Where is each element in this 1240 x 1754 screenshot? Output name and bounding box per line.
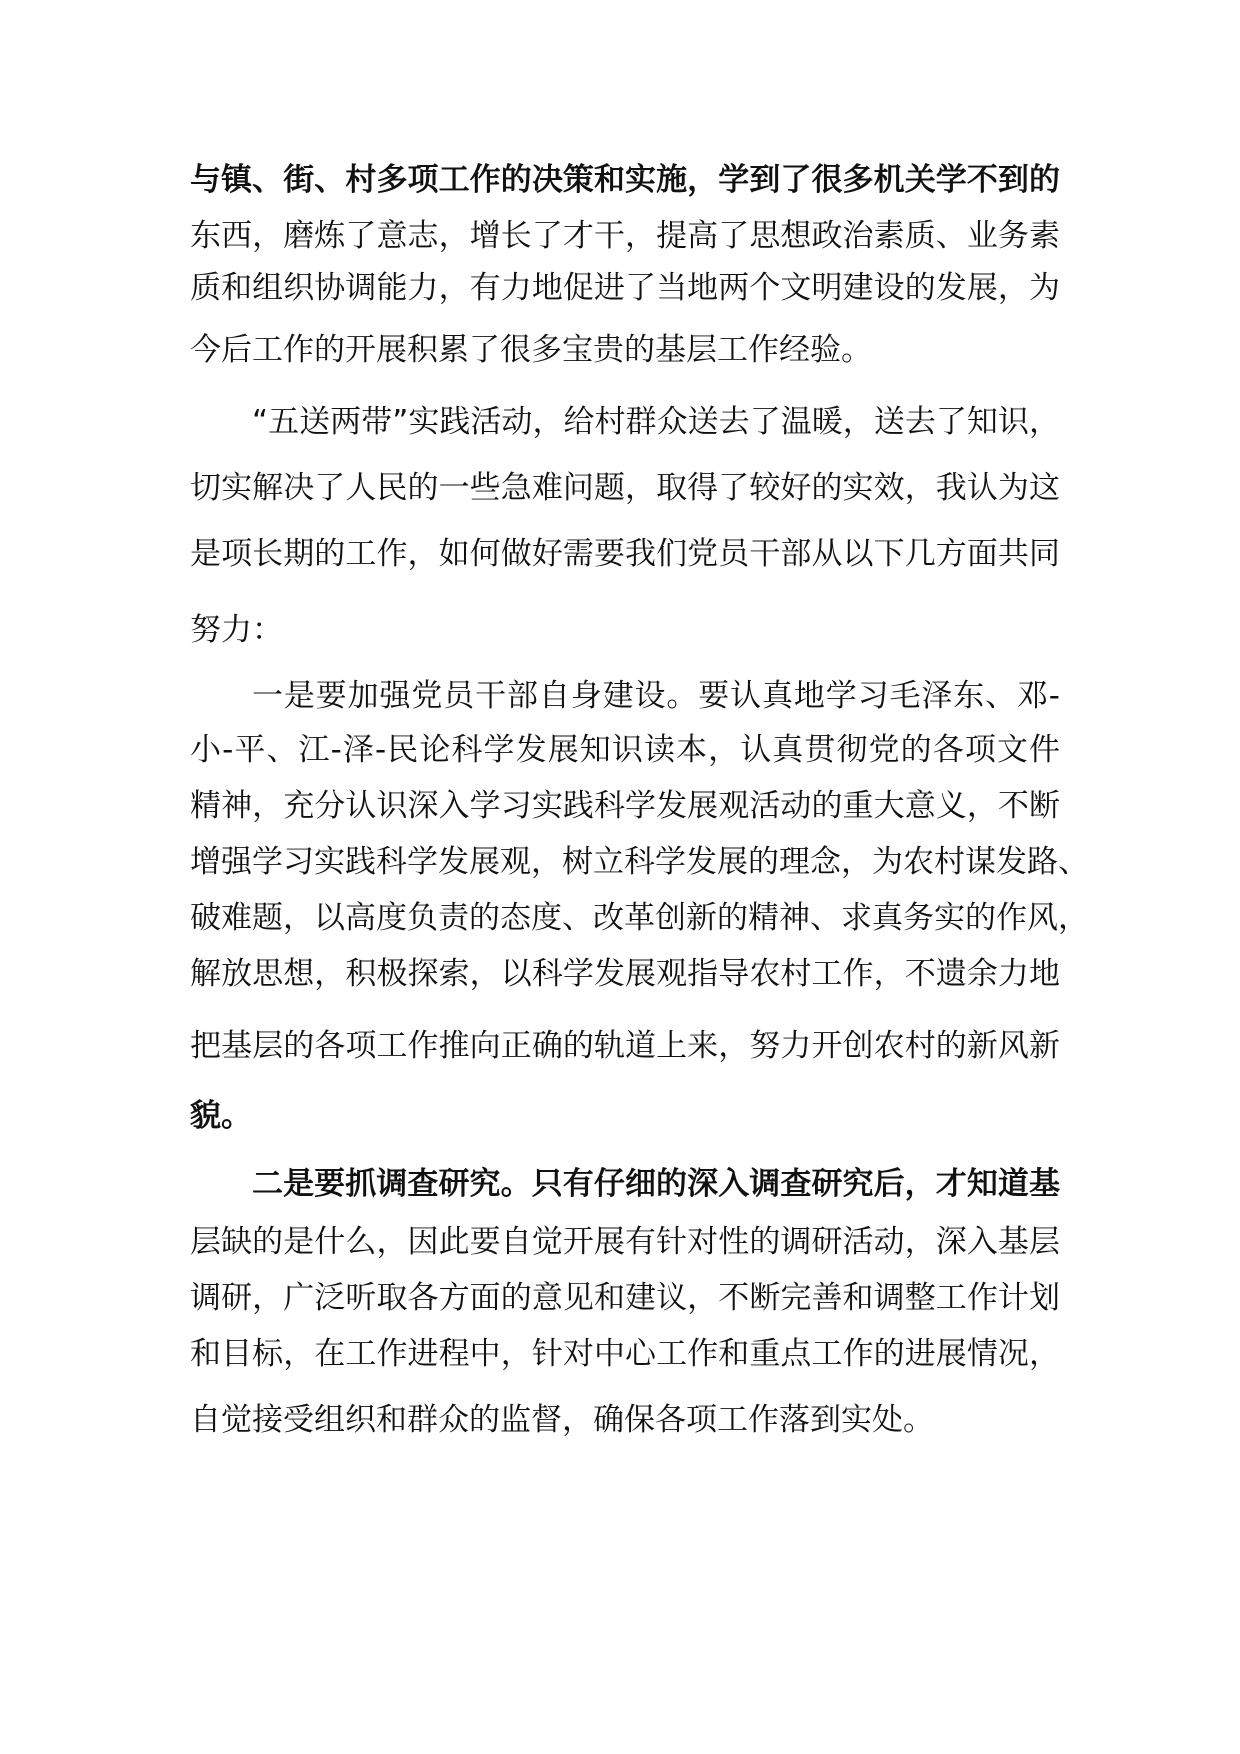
paragraph-1-line-4: 今后工作的开展积累了很多宝贵的基层工作经验。: [190, 332, 872, 368]
paragraph-3-line-3: 精神，充分认识深入学习实践科学发展观活动的重大意义，不断: [190, 788, 1060, 824]
paragraph-2-line-3: 是项长期的工作，如何做好需要我们党员干部从以下几方面共同: [190, 536, 1060, 572]
paragraph-1-line-3: 质和组织协调能力，有力地促进了当地两个文明建设的发展，为: [190, 270, 1060, 306]
paragraph-3-line-8: 貌。: [190, 1098, 252, 1134]
paragraph-1-line-1: 与镇、街、村多项工作的决策和实施，学到了很多机关学不到的: [190, 162, 1060, 198]
paragraph-3-line-2: 小-平、江-泽-民论科学发展知识读本，认真贯彻党的各项文件: [190, 732, 1060, 768]
paragraph-3-line-7: 把基层的各项工作推向正确的轨道上来，努力开创农村的新风新: [190, 1028, 1060, 1064]
paragraph-3-line-5: 破难题，以高度负责的态度、改革创新的精神、求真务实的作风，: [190, 900, 1089, 936]
paragraph-4-line-3: 调研，广泛听取各方面的意见和建议，不断完善和调整工作计划: [190, 1280, 1060, 1316]
paragraph-2-line-2: 切实解决了人民的一些急难问题，取得了较好的实效，我认为这: [190, 470, 1060, 506]
paragraph-4-line-2: 层缺的是什么，因此要自觉开展有针对性的调研活动，深入基层: [190, 1224, 1060, 1260]
paragraph-4-line-4: 和目标，在工作进程中，针对中心工作和重点工作的进展情况，: [190, 1336, 1060, 1372]
paragraph-4-line-1: 二是要抓调查研究。只有仔细的深入调查研究后，才知道基: [252, 1166, 1060, 1202]
paragraph-2-line-1: “五送两带”实践活动，给村群众送去了温暖，送去了知识，: [252, 404, 1060, 440]
paragraph-3-line-4: 增强学习实践科学发展观，树立科学发展的理念，为农村谋发路、: [190, 844, 1089, 880]
paragraph-3-line-1: 一是要加强党员干部自身建设。要认真地学习毛泽东、邓-: [252, 678, 1060, 714]
paragraph-3-line-6: 解放思想，积极探索，以科学发展观指导农村工作，不遗余力地: [190, 956, 1060, 992]
paragraph-2-line-4: 努力：: [190, 612, 283, 648]
paragraph-1-line-2: 东西，磨炼了意志，增长了才干，提高了思想政治素质、业务素: [190, 218, 1060, 254]
paragraph-4-line-5: 自觉接受组织和群众的监督，确保各项工作落到实处。: [190, 1402, 934, 1438]
